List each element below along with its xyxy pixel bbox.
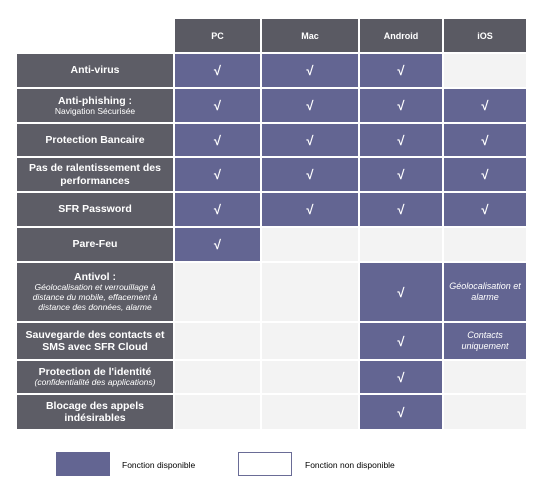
check-icon: √ xyxy=(397,132,405,148)
cell-mac xyxy=(262,395,358,429)
cell-android xyxy=(360,228,442,261)
table-row xyxy=(17,263,526,321)
cell-mac xyxy=(262,124,358,156)
cell-android xyxy=(360,263,442,321)
check-icon: √ xyxy=(306,202,314,217)
check-icon: √ xyxy=(397,284,405,300)
feature-description: Navigation Sécurisée xyxy=(54,105,136,116)
legend-unavailable-swatch xyxy=(238,452,292,476)
check-icon: √ xyxy=(306,98,314,113)
feature-name: Pare-Feu xyxy=(72,238,118,251)
check-icon: √ xyxy=(213,202,222,217)
feature-name: Protection Bancaire xyxy=(45,133,145,146)
cell-note: Contacts uniquement xyxy=(461,329,509,351)
feature-name: Anti-phishing : xyxy=(57,94,133,107)
feature-label xyxy=(17,395,173,429)
table-row xyxy=(17,158,526,191)
cell-android xyxy=(360,361,442,393)
cell-mac xyxy=(262,361,358,393)
cell-ios xyxy=(444,361,526,393)
table-row xyxy=(17,361,526,393)
feature-name: Sauvegarde des contacts et SMS avec SFR Cloud xyxy=(25,328,165,353)
cell-ios xyxy=(444,323,526,359)
table-row xyxy=(17,124,526,156)
feature-name: SFR Password xyxy=(58,203,132,216)
feature-label xyxy=(17,54,173,87)
check-icon: √ xyxy=(397,369,405,385)
feature-name: Pas de ralentissement des performances xyxy=(29,162,161,187)
check-icon: √ xyxy=(397,98,405,113)
cell-pc xyxy=(175,228,260,261)
cell-mac xyxy=(262,228,358,261)
check-icon: √ xyxy=(306,63,314,78)
cell-pc xyxy=(175,263,260,321)
table-row xyxy=(17,89,526,122)
check-icon: √ xyxy=(306,132,314,148)
feature-name: Protection de l'identité xyxy=(38,366,152,379)
cell-android xyxy=(360,323,442,359)
cell-mac xyxy=(262,263,358,321)
cell-ios xyxy=(444,263,526,321)
cell-pc xyxy=(175,323,260,359)
header-row xyxy=(17,19,526,52)
cell-android xyxy=(360,124,442,156)
table-row xyxy=(17,228,526,261)
header-mac: Mac xyxy=(262,19,358,52)
feature-label xyxy=(17,323,173,359)
cell-pc xyxy=(175,89,260,122)
table-row xyxy=(17,395,526,429)
feature-label xyxy=(17,263,173,321)
cell-ios xyxy=(444,193,526,226)
cell-pc xyxy=(175,54,260,87)
check-icon: √ xyxy=(397,63,405,78)
feature-label xyxy=(17,158,173,191)
feature-label xyxy=(17,193,173,226)
check-icon: √ xyxy=(213,132,222,148)
cell-mac xyxy=(262,193,358,226)
check-icon: √ xyxy=(481,132,489,148)
feature-name: Anti-virus xyxy=(70,64,120,77)
cell-android xyxy=(360,158,442,191)
table-row xyxy=(17,323,526,359)
check-icon: √ xyxy=(397,202,405,217)
table-row xyxy=(17,54,526,87)
check-icon: √ xyxy=(306,167,314,182)
cell-ios xyxy=(444,158,526,191)
check-icon: √ xyxy=(213,63,222,78)
cell-android xyxy=(360,89,442,122)
legend-unavailable-label: Fonction non disponible xyxy=(305,460,395,470)
cell-mac xyxy=(262,158,358,191)
header-android: Android xyxy=(360,19,442,52)
check-icon: √ xyxy=(397,404,405,420)
feature-label xyxy=(17,89,173,122)
cell-mac xyxy=(262,89,358,122)
cell-android xyxy=(360,54,442,87)
cell-mac xyxy=(262,323,358,359)
legend-available-swatch xyxy=(56,452,110,476)
feature-description: (confidentialité des applications) xyxy=(34,377,156,388)
cell-mac xyxy=(262,54,358,87)
cell-ios xyxy=(444,228,526,261)
feature-label xyxy=(17,124,173,156)
feature-description: Géolocalisation et verrouillage à distance du mobile, effacement à distance des données, alarme xyxy=(32,282,158,312)
table-body xyxy=(17,54,526,429)
table-row xyxy=(17,193,526,226)
feature-name: Blocage des appels indésirables xyxy=(45,399,145,424)
cell-pc xyxy=(175,124,260,156)
check-icon: √ xyxy=(481,167,489,182)
check-icon: √ xyxy=(481,202,489,217)
header-pc: PC xyxy=(175,19,260,52)
feature-label xyxy=(17,361,173,393)
header-corner xyxy=(17,19,173,52)
cell-pc xyxy=(175,193,260,226)
cell-ios xyxy=(444,89,526,122)
cell-pc xyxy=(175,395,260,429)
cell-android xyxy=(360,193,442,226)
feature-comparison-table xyxy=(17,19,526,431)
legend-available-label: Fonction disponible xyxy=(122,460,196,470)
cell-android xyxy=(360,395,442,429)
cell-note: Géolocalisation et alarme xyxy=(449,280,521,302)
cell-ios xyxy=(444,124,526,156)
cell-ios xyxy=(444,395,526,429)
header-ios: iOS xyxy=(444,19,526,52)
cell-pc xyxy=(175,361,260,393)
check-icon: √ xyxy=(397,167,405,182)
cell-ios xyxy=(444,54,526,87)
feature-name: Antivol : xyxy=(74,271,116,284)
check-icon: √ xyxy=(397,333,405,349)
check-icon: √ xyxy=(213,167,222,182)
feature-label xyxy=(17,228,173,261)
check-icon: √ xyxy=(481,98,489,113)
check-icon: √ xyxy=(213,237,222,252)
cell-pc xyxy=(175,158,260,191)
check-icon: √ xyxy=(213,98,222,113)
